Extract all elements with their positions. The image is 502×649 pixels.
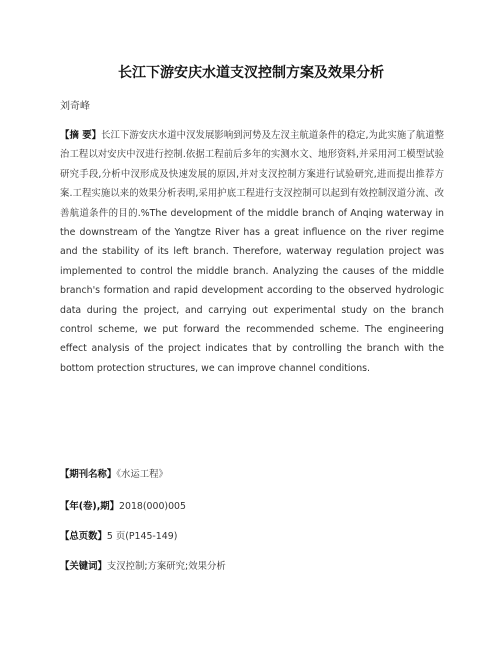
keywords-value: 支汊控制;方案研究;效果分析	[106, 561, 226, 572]
year-label: 【年(卷),期】	[60, 501, 120, 512]
meta-year	[60, 498, 450, 512]
abstract-label: 【摘 要】	[60, 130, 102, 141]
year-value: 2018(000)005	[119, 501, 186, 512]
pages-value: 5 页(P145-149)	[106, 531, 178, 542]
keywords-label: 【关键词】	[60, 561, 107, 572]
author-name: 刘奇峰	[60, 101, 90, 112]
journal-label: 【期刊名称】	[60, 469, 117, 480]
meta-pages	[60, 528, 450, 542]
journal-value: 《水运工程》	[116, 469, 168, 480]
meta-journal	[60, 466, 450, 480]
abstract-text: 长江下游安庆水道中汊发展影响到河势及左汊主航道条件的稳定,为此实施了航道整治工程以对安庆中汊进行控制.依据工程前后多年的实测水文、地形资料,并采用河工模型试验研究手段,分析中汊形成及快速发展的原因,并对支汊控制方案进行试验研究,进而提出推荐方案.工程实施以来的效果分析表明,采用护底工程进行支汊控制可以起到有效控制汊道分流、改善航道条件的目的.%The development of the middle branch of Anqing waterway in the downstream of the Yangtze River has a great influence on the river regime and the stability of its left branch. Therefore, waterway regulation project was implemented to control the middle branch. Analyzing the causes of the middle branch's formation and rapid development according to the observed hydrologic data during the project, and carrying out experimental study on the branch control scheme, we put forward the recommended scheme. The engineering effect analysis of the project indicates that by controlling the branch with the bottom protection structures, we can improve channel conditions.	[60, 130, 445, 374]
article-title: 长江下游安庆水道支汊控制方案及效果分析	[118, 65, 384, 81]
pages-label: 【总页数】	[60, 531, 107, 542]
meta-keywords	[60, 558, 450, 572]
abstract-block	[60, 126, 444, 378]
